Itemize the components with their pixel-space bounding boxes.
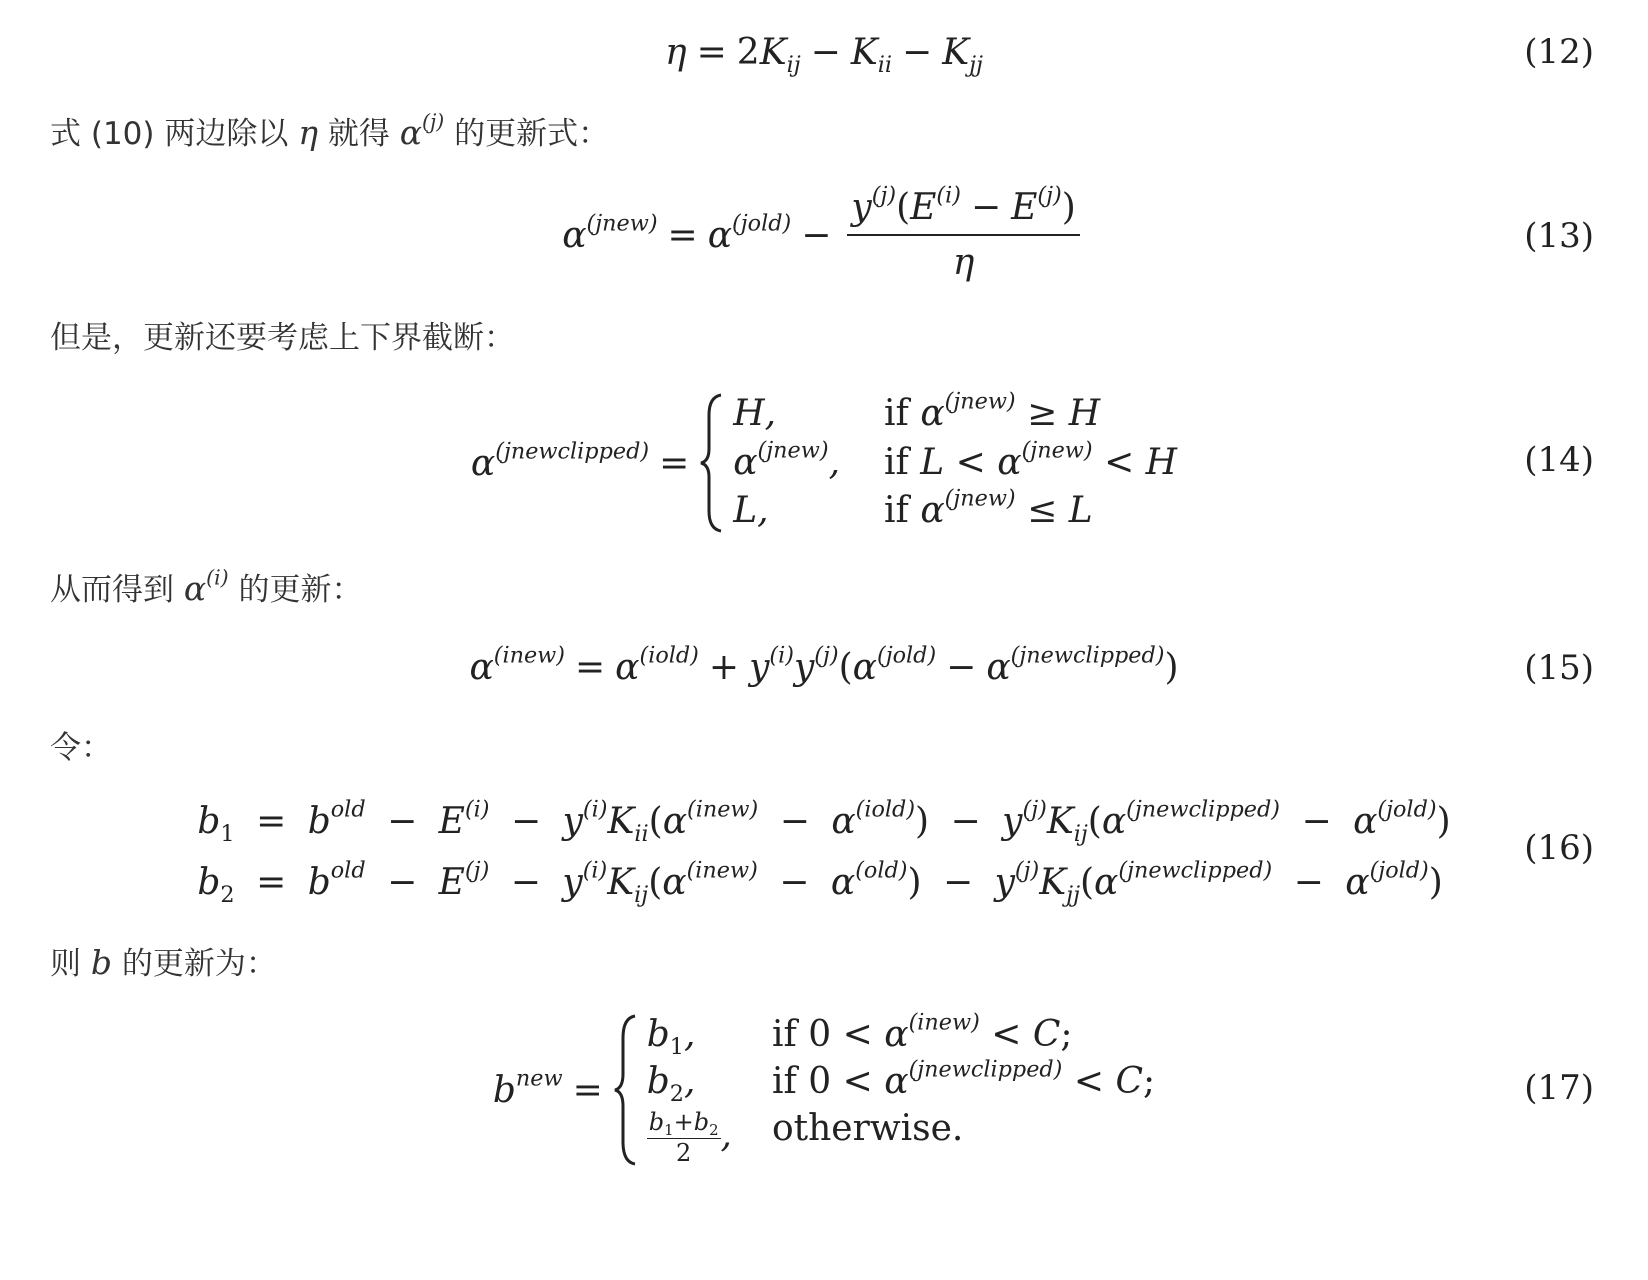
left-brace-icon <box>699 393 725 533</box>
equation-13 <box>0 180 1648 290</box>
eta-symbol: η <box>665 31 687 73</box>
cases-block: H, if $\alpha^{(jnew)} \ge H$ $\alpha^{(jnew)}$, if $L < \alpha^{(jnew)} < H$ L, if $\alpha^{(jnew)} \le L$ <box>699 393 1177 533</box>
equation-17-body: $b^{new}$ = $b_1$, if $0 < \alpha^{(inew)} < C$; $b_2$, if $0 < \alpha^{(jnewclipped)} < C$; $\frac{b_1+b_2}{2}$ , otherwise. <box>492 1008 1156 1167</box>
text-segment: 就得 <box>327 116 390 152</box>
text-segment: 式 (10) 两边除以 <box>50 116 289 152</box>
paragraph-let: 令： <box>50 730 112 766</box>
equation-number-15: (15) <box>1524 648 1594 688</box>
fraction: $\frac{b_1+b_2}{2}$ <box>648 1107 719 1167</box>
text-segment: 则 <box>50 946 81 982</box>
equation-12 <box>0 28 1648 76</box>
equation-number-16: (16) <box>1524 828 1594 868</box>
text-segment: 的更新： <box>238 572 363 608</box>
fraction: $\frac{y^{(j)}(E^{(i)} - E^{(j)})}{\eta}$ <box>847 187 1079 283</box>
b2-line: $b_2 = b^{old} - E^{(j)} - y^{(i)}K_{ij}(\alpha^{(inew)} - \alpha^{(old)}) - y^{(j)}K_{jj}(\alpha^{(jnewclipped)} - \alpha^{(jold)})$ <box>197 857 1443 908</box>
paragraph-clipping: 但是，更新还要考虑上下界截断： <box>50 320 515 356</box>
b-inline: b <box>90 943 112 982</box>
left-brace-icon <box>613 1014 639 1167</box>
equation-13-body: $\alpha^{(jnew)}$ = $\alpha^{(jold)}$ − $\frac{y^{(j)}(E^{(i)} - E^{(j)})}{\eta}$ <box>0 180 1648 290</box>
text-segment: 的更新为： <box>121 946 277 982</box>
alpha-j-inline: $\alpha^{(j)}$ <box>399 109 445 152</box>
text-segment: 的更新式： <box>454 116 610 152</box>
alpha-i-inline: $\alpha^{(i)}$ <box>183 565 229 608</box>
text-segment: 从而得到 <box>50 572 174 608</box>
equation-16-body <box>0 792 1648 912</box>
equation-15 <box>0 640 1648 694</box>
equation-14 <box>0 388 1648 538</box>
equation-17 <box>0 1010 1648 1170</box>
paragraph-b-update <box>50 938 277 983</box>
equation-15-body: $\alpha^{(inew)}$ = $\alpha^{(iold)}$ + $y^{(i)}y^{(j)}(\alpha^{(jold)}$ − $\alpha^{(jnewclipped)}$) <box>469 641 1179 688</box>
equation-number-14: (14) <box>1524 440 1594 480</box>
b1-line: $b_1 = b^{old} - E^{(i)} - y^{(i)}K_{ii}(\alpha^{(inew)} - \alpha^{(iold)}) - y^{(j)}K_{ij}(\alpha^{(jnewclipped)} - \alpha^{(jold)})$ <box>197 796 1451 847</box>
paragraph-eta-update <box>50 108 609 153</box>
eta-inline: η <box>298 113 318 152</box>
equation-number-13: (13) <box>1524 216 1594 256</box>
equation-16 <box>0 792 1648 912</box>
equation-number-17: (17) <box>1524 1068 1594 1108</box>
equation-number-12: (12) <box>1524 32 1594 72</box>
cases-block: $b_1$, if $0 < \alpha^{(inew)} < C$; $b_2$, if $0 < \alpha^{(jnewclipped)} < C$; $\frac{b_1+b_2}{2}$ , otherwise. <box>613 1014 1155 1167</box>
equation-12-body: η = 2 $K_{ij}$ − $K_{ii}$ − $K_{jj}$ <box>665 31 983 78</box>
equation-14-body: $\alpha^{(jnewclipped)}$ = H, if $\alpha^{(jnew)} \ge H$ $\alpha^{(jnew)}$, if $L < \alpha^{(jnew)} < H$ L, if $\alpha^{(jnew)} \le L$ <box>470 388 1178 532</box>
paragraph-alpha-i-update <box>50 564 363 609</box>
